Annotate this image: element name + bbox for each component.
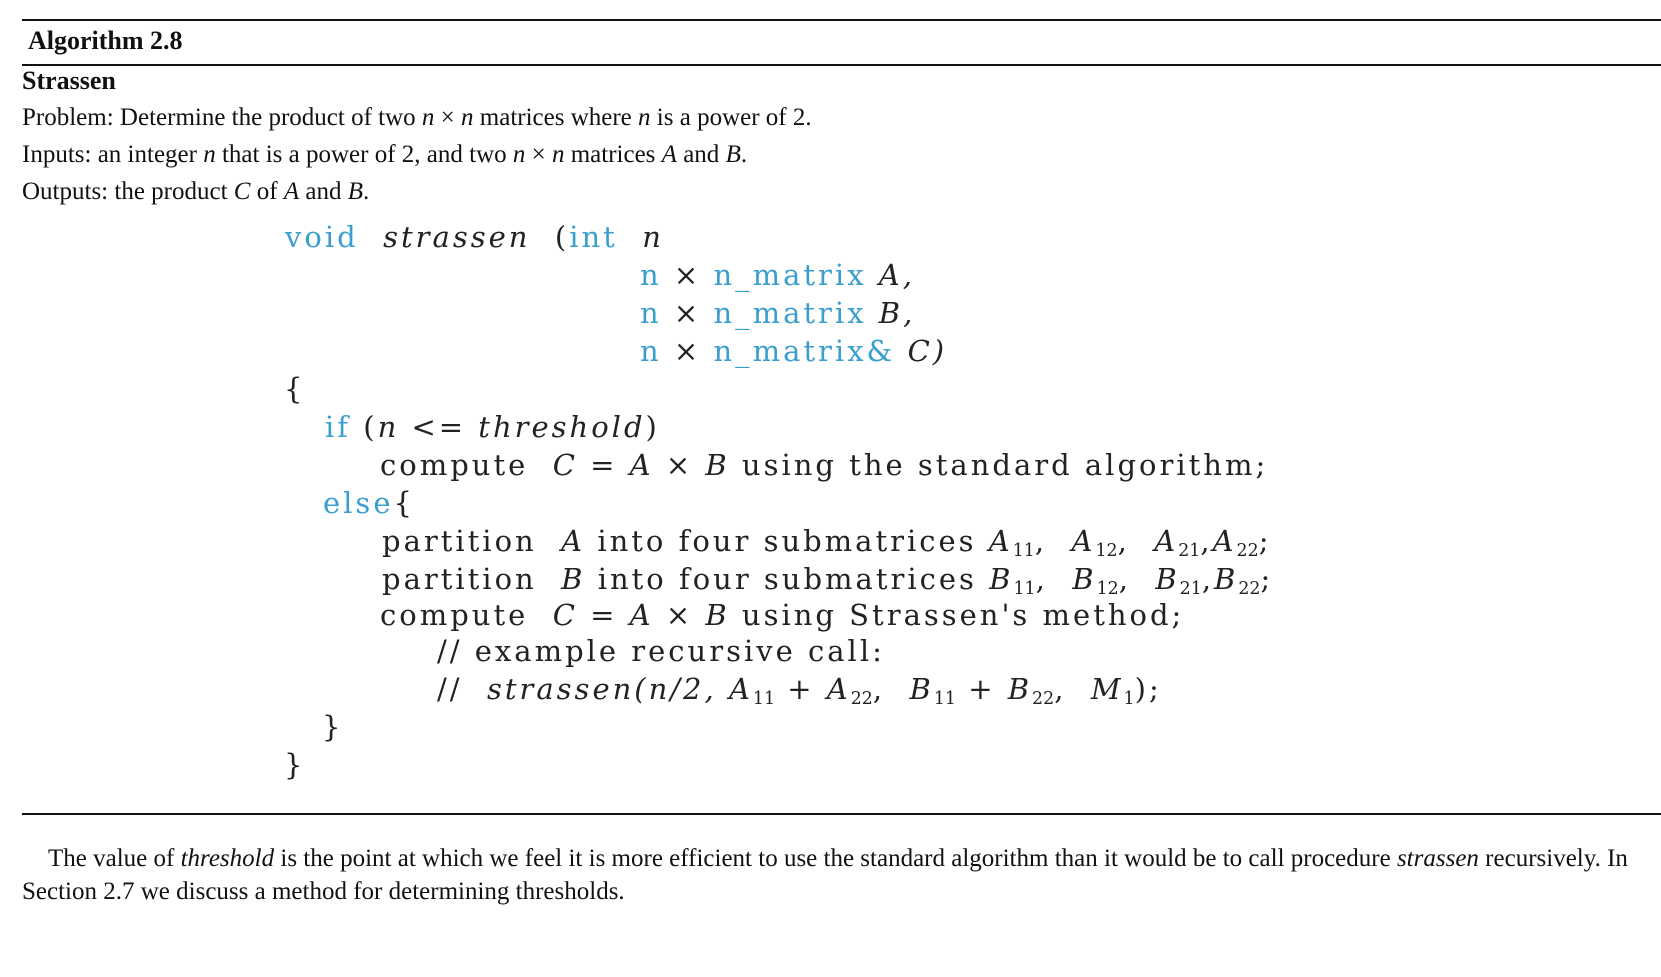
code-brace-close-outer: }: [284, 748, 306, 782]
inputs-line: Inputs: an integer n that is a power of 2, and two n × n matrices A and B.: [22, 141, 748, 168]
top-rule: [22, 19, 1661, 21]
code-comment-2: // strassen(n/2, $A_{11} + A_{22}$, $B_{11} + B_{22}$, $M_1$);: [437, 672, 1162, 710]
code-partition-a: partition A into four submatrices $A_{11}$, $A_{12}$, $A_{21},A_{22}$;: [382, 524, 1272, 562]
code-if: if (n <= threshold): [325, 410, 660, 444]
threshold-note: The value of threshold is the point at which we feel it is more efficient to use the standard algorithm than it would be to call procedure strassen recursively. In Section 2.7 we discuss a method for determining thresholds.: [22, 845, 1628, 905]
bottom-rule: [22, 813, 1661, 815]
code-else: else{: [323, 486, 415, 520]
code-param-a: n × n_matrix A,: [640, 258, 915, 292]
code-partition-b: partition B into four submatrices $B_{11}$, $B_{12}$, $B_{21},B_{22}$;: [382, 562, 1274, 600]
problem-line: Problem: Determine the product of two n × n matrices where n is a power of 2.: [22, 104, 812, 131]
algorithm-number: Algorithm 2.8: [28, 26, 183, 55]
code-param-b: n × n_matrix B,: [640, 296, 916, 330]
code-compute-strassen: compute C = A × B using Strassen's method;: [380, 598, 1185, 632]
code-comment-1: // example recursive call:: [437, 634, 885, 668]
code-brace-open: {: [284, 372, 306, 406]
code-brace-close-inner: }: [322, 710, 344, 744]
strassen-term: strassen: [1396, 845, 1479, 872]
algorithm-name: Strassen: [22, 66, 116, 95]
threshold-term: threshold: [180, 845, 275, 872]
heading-rule: [22, 64, 1661, 66]
outputs-line: Outputs: the product C of A and B.: [22, 178, 370, 205]
code-signature: void strassen (int n: [285, 220, 664, 254]
code-compute-standard: compute C = A × B using the standard algorithm;: [380, 448, 1269, 482]
code-param-c: n × n_matrix& C): [640, 334, 948, 368]
